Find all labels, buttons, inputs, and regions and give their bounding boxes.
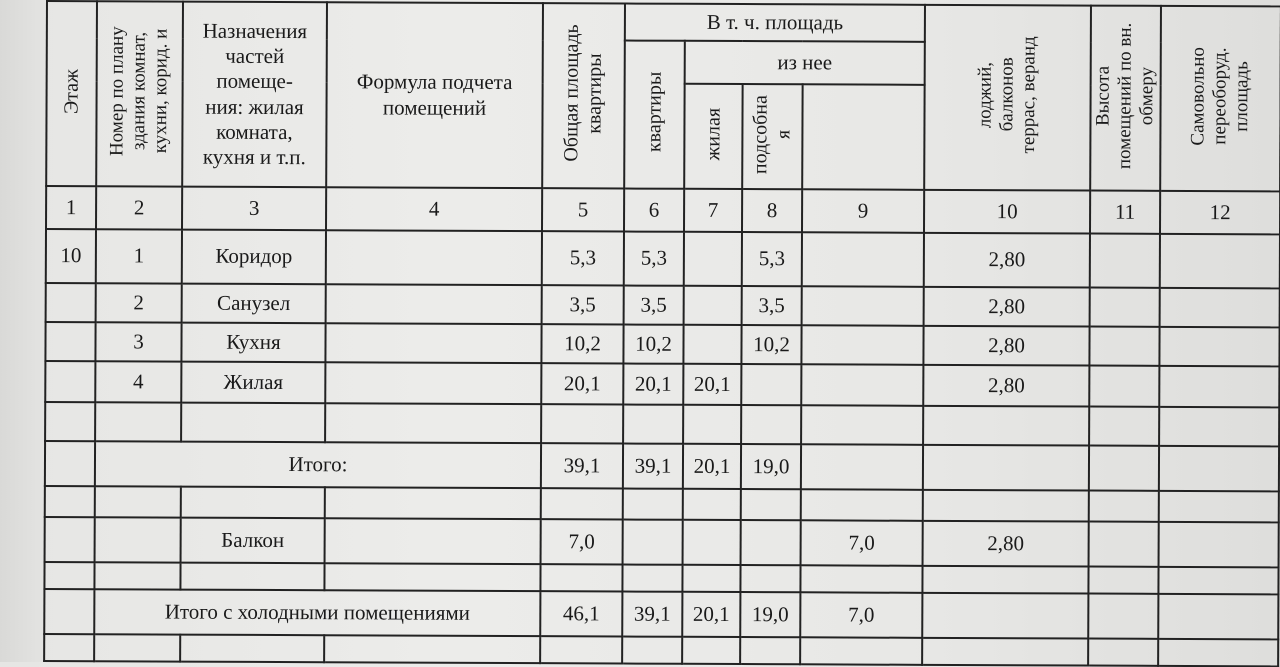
apartment-area-cell: 3,5 [624,285,684,324]
apartment-area-cell: 39,1 [623,443,683,488]
room-name-cell: Санузел [182,283,326,323]
header-loggia: лоджий, балконов террас, веранд [924,5,1091,191]
col-number: 4 [326,187,542,231]
floor-cell [44,589,94,634]
apartment-area-cell: 39,1 [622,591,682,636]
header-of-it: из нее [685,41,925,85]
note-cell [1160,234,1280,288]
formula-cell [325,323,541,363]
header-total-area: Общая площадь квартиры [542,3,625,188]
col-number: 11 [1090,191,1160,234]
room-number-cell: 2 [96,283,182,322]
grand-total-row [44,589,1278,640]
floor-cell [45,361,95,402]
total-area-cell: 7,0 [541,519,623,565]
loggia-area-cell [801,325,923,365]
table-row [45,361,1279,407]
note-cell [1159,366,1279,408]
height-cell: 2,80 [923,521,1089,567]
total-area-cell: 20,1 [541,363,623,404]
note-cell [1158,594,1278,640]
living-area-cell: 20,1 [683,364,741,405]
floor-cell [46,283,96,322]
note-cell [1160,288,1280,328]
unauthorized-cell [1089,522,1159,568]
loggia-area-cell [802,286,924,326]
living-area-cell [684,285,742,324]
room-name-cell: Коридор [182,230,326,284]
floor-cell [45,441,95,486]
formula-cell [326,284,542,324]
loggia-area-cell: 7,0 [800,592,922,638]
header-living: жилая [684,84,742,189]
formula-cell [325,518,541,564]
total-area-cell: 10,2 [541,324,623,363]
living-area-cell [683,520,741,565]
header-room-number: Номер по плану здания комнат, кухни, корид. и [96,1,183,186]
apartment-area-cell: 20,1 [623,363,683,404]
auxiliary-area-cell: 10,2 [741,325,801,364]
total-area-cell: 3,5 [542,285,624,324]
total-row [45,441,1279,492]
total-area-cell: 46,1 [540,591,622,637]
auxiliary-area-cell [741,520,801,565]
height-cell [922,593,1088,639]
room-number-cell: 3 [95,322,181,361]
living-area-cell: 20,1 [682,592,740,637]
loggia-area-cell [801,444,923,490]
table-row [45,322,1279,366]
total-area-cell: 5,3 [542,231,624,285]
header-floor: Этаж [46,1,97,186]
unauthorized-cell [1089,365,1159,406]
height-cell: 2,80 [924,233,1090,287]
col-number: 12 [1160,191,1280,235]
table-row [46,229,1280,288]
living-area-cell: 20,1 [683,444,741,489]
balcony-row [45,517,1279,568]
loggia-area-cell: 7,0 [801,520,923,566]
height-cell [923,445,1089,491]
height-cell: 2,80 [923,326,1089,366]
unauthorized-cell [1088,593,1158,639]
unauthorized-cell [1089,446,1159,492]
floor-cell [45,322,95,361]
auxiliary-area-cell: 5,3 [742,232,802,286]
height-cell: 2,80 [924,286,1090,326]
apartment-area-cell [623,520,683,565]
room-number-cell: 4 [95,361,181,402]
col-number: 8 [742,189,802,232]
header-height: Высота помещений по вн. обмеру [1090,6,1161,191]
empty-row [45,402,1279,446]
col-number: 5 [542,188,624,232]
col-number: 10 [924,190,1090,234]
col-number: 9 [802,189,924,233]
unauthorized-cell [1090,287,1160,326]
table-row [46,283,1280,327]
floor-cell: 10 [46,229,96,283]
loggia-area-cell [801,364,923,406]
col-number: 2 [96,186,182,230]
header-row-1 [47,1,1280,43]
col-number: 6 [624,189,684,232]
unauthorized-cell [1089,326,1159,365]
paper-edge [0,0,46,662]
note-cell [1159,327,1279,367]
note-cell [1159,522,1279,568]
grand-total-label: Итого с холодными помещениями [94,589,540,636]
col-number: 7 [684,189,742,232]
loggia-area-cell [802,233,924,287]
formula-cell [326,230,542,284]
total-area-cell: 39,1 [541,443,623,489]
floor-cell [45,517,95,562]
apartment-area-cell: 10,2 [623,324,683,363]
column-numbers-row [46,186,1280,235]
col-number: 3 [182,187,326,231]
col-number: 1 [46,186,96,229]
auxiliary-area-cell: 19,0 [740,592,800,637]
auxiliary-area-cell: 3,5 [742,286,802,325]
auxiliary-area-cell [741,364,801,405]
header-apartment-area: квартиры [624,41,685,189]
auxiliary-area-cell: 19,0 [741,444,801,489]
header-room-purpose: Назначения частей помеще- ния: жилая комната, кухня и т.п. [182,2,327,188]
formula-cell [325,362,541,404]
room-name-cell: Кухня [181,322,325,362]
living-area-cell [684,232,742,286]
room-number-cell: 1 [96,229,182,283]
header-formula: Формула подчета помещений [326,2,543,188]
room-name-cell: Жилая [181,361,325,403]
apartment-area-table [43,0,1280,667]
header-auxiliary: подсобна я [742,84,802,189]
header-unauthorized: Самовольно переоборуд. площадь [1160,6,1280,192]
living-area-cell [683,325,741,364]
height-cell: 2,80 [923,365,1089,407]
room-number-cell [95,517,181,563]
header-area-group: В т. ч. площадь [625,4,925,42]
note-cell [1159,446,1279,492]
total-label: Итого: [95,441,541,488]
unauthorized-cell [1090,234,1160,288]
room-name-cell: Балкон [181,518,325,564]
apartment-area-cell: 5,3 [624,232,684,286]
